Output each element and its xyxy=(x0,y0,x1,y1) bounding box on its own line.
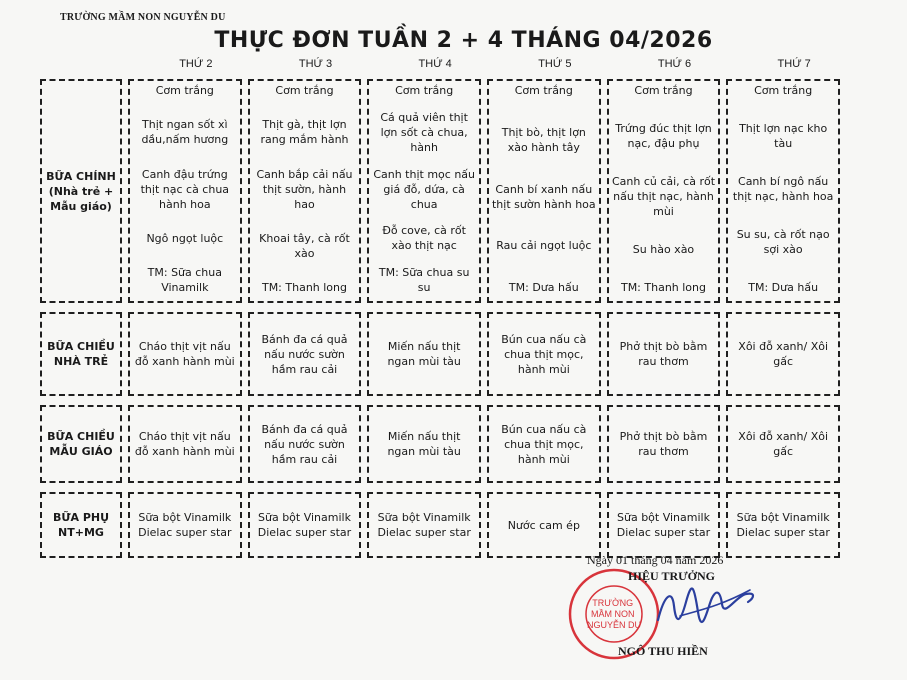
vegetable-item: Đỗ cove, cà rốt xào thịt nạc xyxy=(382,224,466,253)
handwritten-signature xyxy=(650,576,760,632)
rice-item: Cơm trắng xyxy=(395,84,454,97)
protein-item: Thịt lợn nạc kho tàu xyxy=(739,122,828,150)
afternoon-nursery-cell-mon: Cháo thịt vịt nấu đỗ xanh hành mùi xyxy=(128,312,242,396)
corner-spacer xyxy=(40,58,122,70)
school-name: TRƯỜNG MẦM NON NGUYỄN DU xyxy=(60,12,226,23)
afternoon-nursery-cell-tue: Bánh đa cá quả nấu nước sườn hầm rau cải xyxy=(248,312,362,396)
protein-item: Trứng đúc thịt lợn nạc, đậu phụ xyxy=(615,122,712,150)
afternoon-kindergarten-cell-mon: Cháo thịt vịt nấu đỗ xanh hành mùi xyxy=(128,405,242,483)
dessert-item: TM: Thanh long xyxy=(261,281,347,294)
afternoon-nursery-cell-fri: Phở thịt bò bằm rau thơm xyxy=(607,312,721,396)
protein-item: Cá quả viên thịt lợn sốt cà chua, hành xyxy=(380,110,468,154)
snack-cell-fri: Sữa bột Vinamilk Dielac super star xyxy=(607,492,721,558)
row-label-main-meal: BỮA CHÍNH (Nhà trẻ + Mẫu giáo) xyxy=(40,79,122,303)
afternoon-kindergarten-cell-thu: Bún cua nấu cà chua thịt mọc, hành mùi xyxy=(487,405,601,483)
signature-name: NGÔ THU HIỀN xyxy=(618,644,708,658)
vegetable-item: Ngô ngọt luộc xyxy=(146,231,224,245)
dessert-item: TM: Sữa chua Vinamilk xyxy=(147,266,222,294)
main-meal-cell-wed xyxy=(367,79,481,303)
afternoon-nursery-cell-wed: Miến nấu thịt ngan mùi tàu xyxy=(367,312,481,396)
row-label-afternoon-nursery: BỮA CHIỀU NHÀ TRẺ xyxy=(40,312,122,396)
soup-item: Canh bắp cải nấu thịt sườn, hành hao xyxy=(256,167,353,211)
day-header-wed: THỨ 4 xyxy=(418,58,452,70)
afternoon-kindergarten-cell-sat: Xôi đỗ xanh/ Xôi gấc xyxy=(726,405,840,483)
menu-title: THỰC ĐƠN TUẦN 2 + 4 THÁNG 04/2026 xyxy=(214,28,713,53)
rice-item: Cơm trắng xyxy=(155,84,214,97)
dessert-item: TM: Thanh long xyxy=(620,281,706,294)
row-label-snack: BỮA PHỤ NT+MG xyxy=(40,492,122,558)
soup-item: Canh củ cải, cà rốt nấu thịt nạc, hành mùi xyxy=(611,175,716,218)
afternoon-nursery-cell-sat: Xôi đỗ xanh/ Xôi gấc xyxy=(726,312,840,396)
main-meal-cell-mon xyxy=(128,79,242,303)
afternoon-kindergarten-cell-wed: Miến nấu thịt ngan mùi tàu xyxy=(367,405,481,483)
protein-item: Thịt bò, thịt lợn xào hành tây xyxy=(501,125,586,154)
soup-item: Canh bí xanh nấu thịt sườn hành hoa xyxy=(491,182,596,211)
protein-item: Thịt gà, thịt lợn rang mắm hành xyxy=(260,118,349,147)
vegetable-item: Su su, cà rốt nạo sợi xào xyxy=(736,228,830,256)
day-header-sat: THỨ 7 xyxy=(777,58,811,70)
snack-cell-tue: Sữa bột Vinamilk Dielac super star xyxy=(248,492,362,558)
main-meal-cell-fri xyxy=(607,79,721,303)
signature-role: HIỆU TRƯỞNG xyxy=(628,569,716,583)
row-label-afternoon-kindergarten: BỮA CHIỀU MẪU GIÁO xyxy=(40,405,122,483)
day-header-mon: THỨ 2 xyxy=(179,58,213,70)
day-header-thu: THỨ 5 xyxy=(538,58,572,70)
day-header-fri: THỨ 6 xyxy=(657,58,692,70)
rice-item: Cơm trắng xyxy=(514,84,573,97)
soup-item: Canh thịt mọc nấu giá đỗ, dứa, cà chua xyxy=(373,167,475,211)
main-meal-cell-tue xyxy=(248,79,362,303)
soup-item: Canh bí ngô nấu thịt nạc, hành hoa xyxy=(732,175,834,203)
afternoon-nursery-cell-thu: Bún cua nấu cà chua thịt mọc, hành mùi xyxy=(487,312,601,396)
snack-cell-mon: Sữa bột Vinamilk Dielac super star xyxy=(128,492,242,558)
menu-table xyxy=(40,58,840,558)
afternoon-kindergarten-cell-tue: Bánh đa cá quả nấu nước sườn hầm rau cải xyxy=(248,405,362,483)
protein-item: Thịt ngan sốt xì dầu,nấm hương xyxy=(141,118,229,147)
vegetable-item: Khoai tây, cà rốt xào xyxy=(259,231,350,260)
afternoon-kindergarten-cell-fri: Phở thịt bò bằm rau thơm xyxy=(607,405,721,483)
day-header-tue: THỨ 3 xyxy=(298,58,333,70)
dessert-item: TM: Dưa hấu xyxy=(748,281,819,294)
vegetable-item: Rau cải ngọt luộc xyxy=(496,239,592,253)
rice-item: Cơm trắng xyxy=(754,84,813,97)
soup-item: Canh đậu trứng thịt nạc cà chua hành hoa xyxy=(140,167,230,211)
snack-cell-sat: Sữa bột Vinamilk Dielac super star xyxy=(726,492,840,558)
rice-item: Cơm trắng xyxy=(275,84,334,97)
main-meal-cell-sat xyxy=(726,79,840,303)
rice-item: Cơm trắng xyxy=(634,84,693,97)
dessert-item: TM: Sữa chua su su xyxy=(378,266,470,294)
snack-cell-thu: Nước cam ép xyxy=(487,492,601,558)
snack-cell-wed: Sữa bột Vinamilk Dielac super star xyxy=(367,492,481,558)
signature-date: Ngày 01 tháng 04 năm 2026 xyxy=(587,553,724,567)
stamp-text: TRƯỜNG MẦM NON NGUYỄN DU xyxy=(586,598,642,630)
dessert-item: TM: Dưa hấu xyxy=(508,281,579,294)
main-meal-cell-thu xyxy=(487,79,601,303)
vegetable-item: Su hào xào xyxy=(632,243,695,256)
